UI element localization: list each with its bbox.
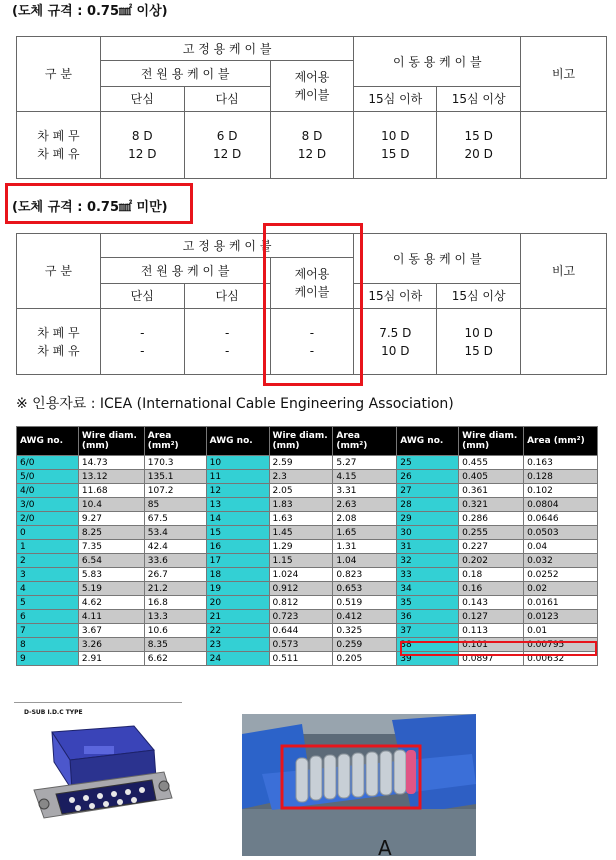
table-row	[17, 596, 598, 610]
awg-number-cell: 38	[397, 638, 459, 652]
wire-diameter-cell: 0.227	[459, 540, 524, 554]
remarks-value	[521, 112, 607, 179]
connector-closeup-photo	[242, 714, 476, 856]
wire-diameter-cell: 2.05	[269, 484, 333, 498]
awg-number-cell: 4/0	[17, 484, 79, 498]
remarks-header: 비고	[521, 37, 607, 112]
table-row	[17, 526, 598, 540]
awg-number-cell: 12	[206, 484, 269, 498]
awg-number-cell: 25	[397, 456, 459, 470]
area-cell: 1.31	[333, 540, 397, 554]
wire-diameter-cell: 0.405	[459, 470, 524, 484]
table-row	[17, 512, 598, 526]
wire-diameter-cell: 9.27	[78, 512, 144, 526]
area-cell: 107.2	[144, 484, 206, 498]
wire-diameter-cell: 1.63	[269, 512, 333, 526]
awg-number-cell: 13	[206, 498, 269, 512]
area-cell: 0.04	[524, 540, 598, 554]
wire-diameter-cell: 1.024	[269, 568, 333, 582]
awg-header-cell: Wire diam. (mm)	[78, 427, 144, 456]
area-cell: 5.27	[333, 456, 397, 470]
awg-number-cell: 34	[397, 582, 459, 596]
area-cell: 67.5	[144, 512, 206, 526]
area-cell: 2.63	[333, 498, 397, 512]
area-cell: 0.412	[333, 610, 397, 624]
le15-header: 15심 이하	[354, 284, 437, 309]
awg-header-cell: AWG no.	[397, 427, 459, 456]
area-cell: 1.65	[333, 526, 397, 540]
table-row	[17, 568, 598, 582]
awg-number-cell: 11	[206, 470, 269, 484]
area-cell: 21.2	[144, 582, 206, 596]
photo-caption: D-SUB I.D.C TYPE	[24, 709, 83, 716]
wire-diameter-cell: 11.68	[78, 484, 144, 498]
awg-number-cell: 2	[17, 554, 79, 568]
le15-header: 15심 이하	[354, 87, 437, 112]
dsub-connector-photo	[14, 706, 182, 834]
wire-diameter-cell: 0.286	[459, 512, 524, 526]
section1-heading: (도체 규격 : 0.75㎟ 이상)	[12, 4, 168, 19]
ge15-values: 10 D 15 D	[437, 309, 521, 375]
awg-number-cell: 22	[206, 624, 269, 638]
awg-header-cell: Area (mm²)	[333, 427, 397, 456]
wire-diameter-cell: 13.12	[78, 470, 144, 484]
closeup-illustration	[242, 714, 476, 856]
awg-number-cell: 20	[206, 596, 269, 610]
wire-diameter-cell: 14.73	[78, 456, 144, 470]
awg-38-highlight	[400, 641, 597, 656]
ge15-values: 15 D 20 D	[437, 112, 521, 179]
area-cell: 0.00795	[524, 638, 598, 652]
awg-header-cell: AWG no.	[206, 427, 269, 456]
awg-number-cell: 37	[397, 624, 459, 638]
multi-core-header: 다심	[184, 284, 270, 309]
wire-diameter-cell: 0.573	[269, 638, 333, 652]
wire-diameter-cell: 0.143	[459, 596, 524, 610]
area-cell: 0.0646	[524, 512, 598, 526]
awg-number-cell: 6/0	[17, 456, 79, 470]
area-cell: 6.62	[144, 652, 206, 666]
wire-diameter-cell: 0.321	[459, 498, 524, 512]
awg-header-cell: Wire diam. (mm)	[459, 427, 524, 456]
awg-number-cell: 36	[397, 610, 459, 624]
area-cell: 0.653	[333, 582, 397, 596]
wire-diameter-cell: 0.113	[459, 624, 524, 638]
wire-diameter-cell: 0.0897	[459, 652, 524, 666]
category-header: 구 분	[17, 234, 101, 309]
awg-header-cell: Area (mm²)	[524, 427, 598, 456]
awg-number-cell: 18	[206, 568, 269, 582]
area-cell: 135.1	[144, 470, 206, 484]
citation-text: ※ 인용자료 : ICEA (International Cable Engineering Association)	[16, 396, 454, 412]
wire-diameter-cell: 7.35	[78, 540, 144, 554]
table-row	[17, 540, 598, 554]
awg-number-cell: 4	[17, 582, 79, 596]
awg-number-cell: 29	[397, 512, 459, 526]
wire-diameter-cell: 1.45	[269, 526, 333, 540]
mobile-cable-header: 이 동 용 케 이 블	[354, 37, 521, 87]
area-cell: 3.31	[333, 484, 397, 498]
remarks-header: 비고	[521, 234, 607, 309]
area-cell: 1.04	[333, 554, 397, 568]
area-cell: 4.15	[333, 470, 397, 484]
awg-number-cell: 7	[17, 624, 79, 638]
awg-number-cell: 8	[17, 638, 79, 652]
single-core-header: 단심	[100, 284, 184, 309]
control-cable-header: 제어용 케이블	[270, 61, 354, 112]
area-cell: 10.6	[144, 624, 206, 638]
area-cell: 2.08	[333, 512, 397, 526]
area-cell: 0.0252	[524, 568, 598, 582]
area-cell: 0.01	[524, 624, 598, 638]
awg-number-cell: 33	[397, 568, 459, 582]
table-row	[17, 582, 598, 596]
awg-number-cell: 23	[206, 638, 269, 652]
wire-diameter-cell: 0.644	[269, 624, 333, 638]
wire-diameter-cell: 4.62	[78, 596, 144, 610]
wire-diameter-cell: 2.59	[269, 456, 333, 470]
wire-diameter-cell: 0.912	[269, 582, 333, 596]
fixed-cable-header: 고 정 용 케 이 블	[100, 234, 354, 258]
wire-diameter-cell: 0.18	[459, 568, 524, 582]
le15-values: 7.5 D 10 D	[354, 309, 437, 375]
multi-core-values: - -	[184, 309, 270, 375]
area-cell: 170.3	[144, 456, 206, 470]
awg-number-cell: 19	[206, 582, 269, 596]
wire-diameter-cell: 2.91	[78, 652, 144, 666]
awg-number-cell: 5	[17, 596, 79, 610]
awg-header-cell: AWG no.	[17, 427, 79, 456]
awg-number-cell: 14	[206, 512, 269, 526]
control-cable-header: 제어용 케이블	[270, 258, 354, 309]
awg-header-cell: Area (mm²)	[144, 427, 206, 456]
caption-rule	[14, 702, 182, 703]
area-cell: 0.163	[524, 456, 598, 470]
section2-heading: (도체 규격 : 0.75㎟ 미만)	[12, 200, 168, 215]
awg-number-cell: 32	[397, 554, 459, 568]
area-cell: 0.102	[524, 484, 598, 498]
awg-number-cell: 28	[397, 498, 459, 512]
control-cable-values: - -	[270, 309, 354, 375]
shield-rows-label: 차 폐 무 차 폐 유	[17, 309, 101, 375]
ge15-header: 15심 이상	[437, 284, 521, 309]
table-row	[17, 470, 598, 484]
wire-diameter-cell: 1.15	[269, 554, 333, 568]
wire-diameter-cell: 0.255	[459, 526, 524, 540]
fixed-cable-header: 고 정 용 케 이 블	[100, 37, 354, 61]
wire-diameter-cell: 5.19	[78, 582, 144, 596]
area-cell: 53.4	[144, 526, 206, 540]
area-cell: 85	[144, 498, 206, 512]
awg-number-cell: 5/0	[17, 470, 79, 484]
table-row	[17, 456, 598, 470]
table-row	[17, 484, 598, 498]
wire-diameter-cell: 0.723	[269, 610, 333, 624]
awg-number-cell: 15	[206, 526, 269, 540]
area-cell: 33.6	[144, 554, 206, 568]
control-column-highlight	[263, 223, 363, 386]
wire-diameter-cell: 0.455	[459, 456, 524, 470]
wire-diameter-cell: 10.4	[78, 498, 144, 512]
awg-number-cell: 17	[206, 554, 269, 568]
awg-number-cell: 3	[17, 568, 79, 582]
awg-number-cell: 1	[17, 540, 79, 554]
single-core-values: - -	[100, 309, 184, 375]
wire-diameter-cell: 0.812	[269, 596, 333, 610]
awg-number-cell: 9	[17, 652, 79, 666]
table-row	[17, 624, 598, 638]
area-cell: 16.8	[144, 596, 206, 610]
wire-diameter-cell: 0.16	[459, 582, 524, 596]
awg-number-cell: 30	[397, 526, 459, 540]
awg-number-cell: 26	[397, 470, 459, 484]
remarks-value	[521, 309, 607, 375]
table-row	[17, 554, 598, 568]
awg-number-cell: 35	[397, 596, 459, 610]
wire-diameter-cell: 0.202	[459, 554, 524, 568]
awg-number-cell: 39	[397, 652, 459, 666]
wire-diameter-cell: 1.29	[269, 540, 333, 554]
area-cell: 0.0161	[524, 596, 598, 610]
area-cell: 26.7	[144, 568, 206, 582]
awg-number-cell: 0	[17, 526, 79, 540]
awg-number-cell: 6	[17, 610, 79, 624]
area-cell: 0.259	[333, 638, 397, 652]
wire-diameter-cell: 1.83	[269, 498, 333, 512]
area-cell: 8.35	[144, 638, 206, 652]
area-cell: 0.0503	[524, 526, 598, 540]
wire-diameter-cell: 0.101	[459, 638, 524, 652]
wire-diameter-cell: 0.361	[459, 484, 524, 498]
area-cell: 0.00632	[524, 652, 598, 666]
multi-core-header: 다심	[184, 87, 270, 112]
awg-number-cell: 16	[206, 540, 269, 554]
area-cell: 0.205	[333, 652, 397, 666]
awg-header-cell: Wire diam. (mm)	[269, 427, 333, 456]
area-cell: 42.4	[144, 540, 206, 554]
area-cell: 0.0804	[524, 498, 598, 512]
ge15-header: 15심 이상	[437, 87, 521, 112]
wire-diameter-cell: 0.127	[459, 610, 524, 624]
area-cell: 0.519	[333, 596, 397, 610]
area-cell: 0.02	[524, 582, 598, 596]
single-core-values: 8 D 12 D	[100, 112, 184, 179]
shield-rows-label: 차 폐 무 차 폐 유	[17, 112, 101, 179]
single-core-header: 단심	[100, 87, 184, 112]
photo-label: A	[378, 836, 392, 860]
area-cell: 13.3	[144, 610, 206, 624]
mobile-cable-header: 이 동 용 케 이 블	[354, 234, 521, 284]
wire-diameter-cell: 8.25	[78, 526, 144, 540]
table-row	[17, 498, 598, 512]
wire-diameter-cell: 3.26	[78, 638, 144, 652]
awg-number-cell: 31	[397, 540, 459, 554]
power-cable-header: 전 원 용 케 이 블	[100, 61, 270, 87]
le15-values: 10 D 15 D	[354, 112, 437, 179]
awg-number-cell: 3/0	[17, 498, 79, 512]
awg-number-cell: 2/0	[17, 512, 79, 526]
category-header: 구 분	[17, 37, 101, 112]
connector-illustration	[14, 720, 182, 832]
table-row	[17, 610, 598, 624]
wire-diameter-cell: 5.83	[78, 568, 144, 582]
multi-core-values: 6 D 12 D	[184, 112, 270, 179]
awg-number-cell: 10	[206, 456, 269, 470]
area-cell: 0.0123	[524, 610, 598, 624]
power-cable-header: 전 원 용 케 이 블	[100, 258, 270, 284]
wire-diameter-cell: 2.3	[269, 470, 333, 484]
area-cell: 0.823	[333, 568, 397, 582]
area-cell: 0.032	[524, 554, 598, 568]
awg-number-cell: 27	[397, 484, 459, 498]
awg-number-cell: 21	[206, 610, 269, 624]
control-cable-values: 8 D 12 D	[270, 112, 354, 179]
awg-header-row	[17, 427, 598, 456]
awg-number-cell: 24	[206, 652, 269, 666]
area-cell: 0.128	[524, 470, 598, 484]
area-cell: 0.325	[333, 624, 397, 638]
awg-wire-table	[16, 426, 598, 666]
wire-diameter-cell: 4.11	[78, 610, 144, 624]
wire-diameter-cell: 6.54	[78, 554, 144, 568]
wire-diameter-cell: 0.511	[269, 652, 333, 666]
wire-diameter-cell: 3.67	[78, 624, 144, 638]
cable-spec-table-1	[16, 36, 607, 179]
